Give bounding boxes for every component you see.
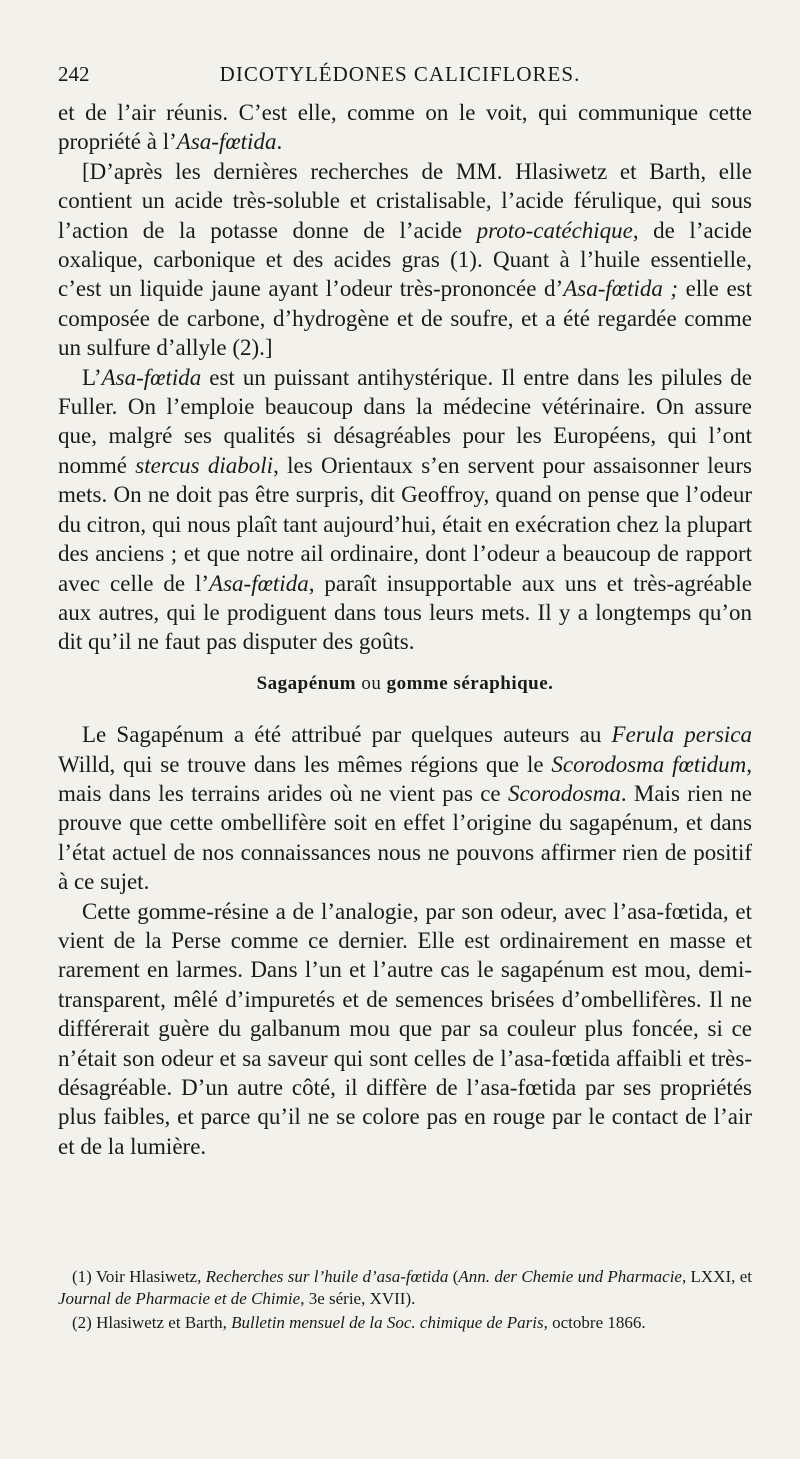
page-header xyxy=(58,62,742,90)
main-text xyxy=(58,98,752,1161)
section-heading: Sagapénum ou gomme séraphique. xyxy=(256,672,554,694)
running-title: DICOTYLÉDONES CALICIFLORES. xyxy=(219,62,581,86)
footnotes xyxy=(58,1266,752,1334)
paragraph-continuation: et de l’air réunis. C’est elle, comme on le voit, qui communique cette propriété à l’Asa-fœtida. xyxy=(58,100,752,155)
footnote-2: (2) Hlasiwetz et Barth, Bulletin mensuel de la Soc. chimique de Paris, octobre 1866. xyxy=(72,1313,646,1332)
paragraph-sagapenum-origin: Le Sagapénum a été attribué par quelques auteurs au Ferula persica Willd, qui se trouve dans les mêmes régions que le Scorodosma fœtidum, mais dans les terrains arides où ne vient pas ce Scorodosma. Mais rien ne prouve que cette ombellifère soit en effet l’origine du sagapénum, et dans l’état actuel de nos connaissances nous ne pouvons affirmer rien de positif à ce sujet. xyxy=(58,722,753,895)
footnote-1: (1) Voir Hlasiwetz, Recherches sur l’huile d’asa-fœtida (Ann. der Chemie und Pharmacie, LXXI, et Journal de Pharmacie et de Chimie, 3e série, XVII). xyxy=(58,1267,752,1308)
paragraph-uses: L’Asa-fœtida est un puissant antihystérique. Il entre dans les pilules de Fuller. On l’emploie beaucoup dans la médecine vétérinaire. On assure que, malgré ses qualités si désagréables pour les Européens, qui l’ont nommé stercus diaboli, les Orientaux s’en servent pour assaisonner leurs mets. On ne doit pas être surpris, dit Geoffroy, quand on pense que l’odeur du citron, qui nous plaît tant aujourd’hui, était en exécration chez la plupart des anciens ; et que notre ail ordinaire, dont l’odeur a beaucoup de rapport avec celle de l’Asa-fœtida, paraît insupportable aux uns et très-agréable aux autres, qui le prodiguent dans tous leurs mets. Il y a longtemps qu’on dit qu’il ne faut pas disputer des goûts. xyxy=(58,364,752,655)
page-number: 242 xyxy=(58,62,90,86)
paragraph-hlasiwetz-barth: [D’après les dernières recherches de MM. Hlasiwetz et Barth, elle contient un acide très-soluble et cristalisable, l’acide férulique, qui sous l’action de la potasse donne de l’acide proto-catéchique, de l’acide oxalique, carbonique et des acides gras (1). Quant à l’huile essentielle, c’est un liquide jaune ayant l’odeur très-prononcée d’Asa-fœtida ; elle est composée de carbone, d’hydrogène et de soufre, et a été regardée comme un sulfure d’allyle (2).] xyxy=(58,158,752,361)
paragraph-sagapenum-description: Cette gomme-résine a de l’analogie, par son odeur, avec l’asa-fœtida, et vient de la Perse comme ce dernier. Elle est ordinairement en masse et rarement en larmes. Dans l’un et l’autre cas le sagapénum est mou, demi-transparent, mêlé d’impuretés et de semences brisées d’ombellifères. Il ne différerait guère du galbanum mou que par sa couleur plus foncée, si ce n’était son odeur et sa saveur qui sont celles de l’asa-fœtida affaibli et très-désagréable. D’un autre côté, il diffère de l’asa-fœtida par ses propriétés plus faibles, et parce qu’il ne se colore pas en rouge par le contact de l’air et de la lumière. xyxy=(58,898,752,1159)
